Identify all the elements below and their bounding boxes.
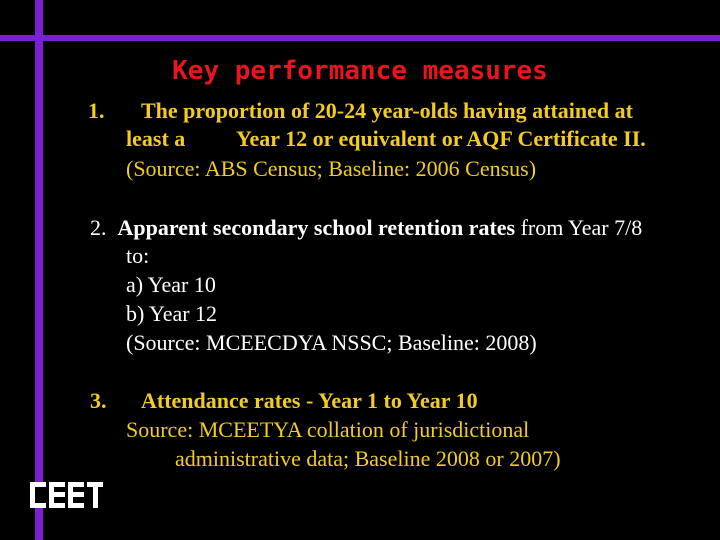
item1-number: 1. [88,98,105,123]
item3-heading: Attendance rates - Year 1 to Year 10 [141,388,478,413]
item3-line2: Source: MCEETYA collation of jurisdictional [126,417,530,442]
item1-source: (Source: ABS Census; Baseline: 2006 Census) [126,156,537,181]
item2-line3: a) Year 10 [126,272,216,297]
item1-line2a: least a [126,126,186,151]
item3-line3: administrative data; Baseline 2008 or 2007) [175,446,561,471]
item2-number: 2. [90,215,107,240]
item1-line2b: Year 12 or equivalent or AQF Certificate II. [236,126,646,151]
item3-number: 3. [90,388,107,413]
item2-source: (Source: MCEECDYA NSSC; Baseline: 2008) [126,330,537,355]
item2-heading: Apparent secondary school retention rates [117,215,516,240]
item2-line4: b) Year 12 [126,301,218,326]
item2-line2: to: [126,243,150,268]
item2-heading-rest: from Year 7/8 [515,215,643,240]
slide-title: Key performance measures [172,56,548,86]
horizontal-accent-bar [0,35,720,41]
ceet-logo-icon [28,480,104,510]
item2-line1 [90,214,642,242]
item1-line1: The proportion of 20-24 year-olds having attained at [141,98,633,123]
